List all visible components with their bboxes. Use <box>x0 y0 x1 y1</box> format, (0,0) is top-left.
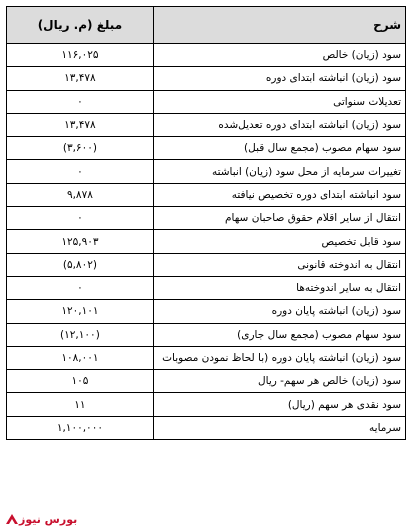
row-amount: (۱۲,۱۰۰) <box>7 323 154 346</box>
row-description: سرمایه <box>153 416 405 439</box>
table-row <box>7 90 406 113</box>
row-amount: (۳,۶۰۰) <box>7 137 154 160</box>
row-amount: ۰ <box>7 276 154 299</box>
table-row <box>7 183 406 206</box>
header-description: شرح <box>153 7 405 44</box>
row-description: تعدیلات سنواتی <box>153 90 405 113</box>
financial-table <box>6 6 406 440</box>
table-row <box>7 230 406 253</box>
table-row <box>7 393 406 416</box>
table-row <box>7 323 406 346</box>
table-row <box>7 370 406 393</box>
row-amount: ۱۳,۴۷۸ <box>7 113 154 136</box>
row-description: سود قابل تخصیص <box>153 230 405 253</box>
row-amount: (۵,۸۰۲) <box>7 253 154 276</box>
row-description: سود (زیان) خالص <box>153 44 405 67</box>
table-body <box>7 44 406 440</box>
row-amount: ۱۳,۴۷۸ <box>7 67 154 90</box>
table-row <box>7 67 406 90</box>
row-description: انتقال به سایر اندوخته‌ها <box>153 276 405 299</box>
table-row <box>7 346 406 369</box>
row-amount: ۹,۸۷۸ <box>7 183 154 206</box>
row-amount: ۰ <box>7 90 154 113</box>
header-amount: مبلغ (م. ریال) <box>7 7 154 44</box>
table-row <box>7 253 406 276</box>
row-amount: ۰ <box>7 160 154 183</box>
table-header-row <box>7 7 406 44</box>
row-amount: ۰ <box>7 207 154 230</box>
row-description: سود (زیان) انباشته پایان دوره (با لحاظ نمودن مصوبات <box>153 346 405 369</box>
bourse-news-logo-icon <box>5 513 19 525</box>
row-description: انتقال به اندوخته قانونی <box>153 253 405 276</box>
table-row <box>7 300 406 323</box>
table-row <box>7 160 406 183</box>
table-row <box>7 44 406 67</box>
row-description: سود (زیان) انباشته ابتدای دوره تعدیل‌شده <box>153 113 405 136</box>
table-row <box>7 207 406 230</box>
row-amount: ۱۰۵ <box>7 370 154 393</box>
row-amount: ۱۱ <box>7 393 154 416</box>
row-description: سود (زیان) انباشته پایان دوره <box>153 300 405 323</box>
watermark <box>2 512 77 526</box>
row-amount: ۱۲۵,۹۰۳ <box>7 230 154 253</box>
table-row <box>7 137 406 160</box>
table-row <box>7 276 406 299</box>
table-row <box>7 113 406 136</box>
watermark-text: بورس نیوز <box>19 512 78 526</box>
row-amount: ۱۱۶,۰۲۵ <box>7 44 154 67</box>
row-amount: ۱,۱۰۰,۰۰۰ <box>7 416 154 439</box>
row-description: سود (زیان) انباشته ابتدای دوره <box>153 67 405 90</box>
row-description: سود سهام مصوب (مجمع سال جاری) <box>153 323 405 346</box>
row-description: انتقال از سایر اقلام حقوق صاحبان سهام <box>153 207 405 230</box>
row-amount: ۱۲۰,۱۰۱ <box>7 300 154 323</box>
row-description: سود نقدی هر سهم (ریال) <box>153 393 405 416</box>
row-amount: ۱۰۸,۰۰۱ <box>7 346 154 369</box>
row-description: سود انباشته ابتدای دوره تخصیص نیافته <box>153 183 405 206</box>
row-description: تغییرات سرمایه از محل سود (زیان) انباشته <box>153 160 405 183</box>
row-description: سود (زیان) خالص هر سهم- ریال <box>153 370 405 393</box>
table-row <box>7 416 406 439</box>
row-description: سود سهام مصوب (مجمع سال قبل) <box>153 137 405 160</box>
